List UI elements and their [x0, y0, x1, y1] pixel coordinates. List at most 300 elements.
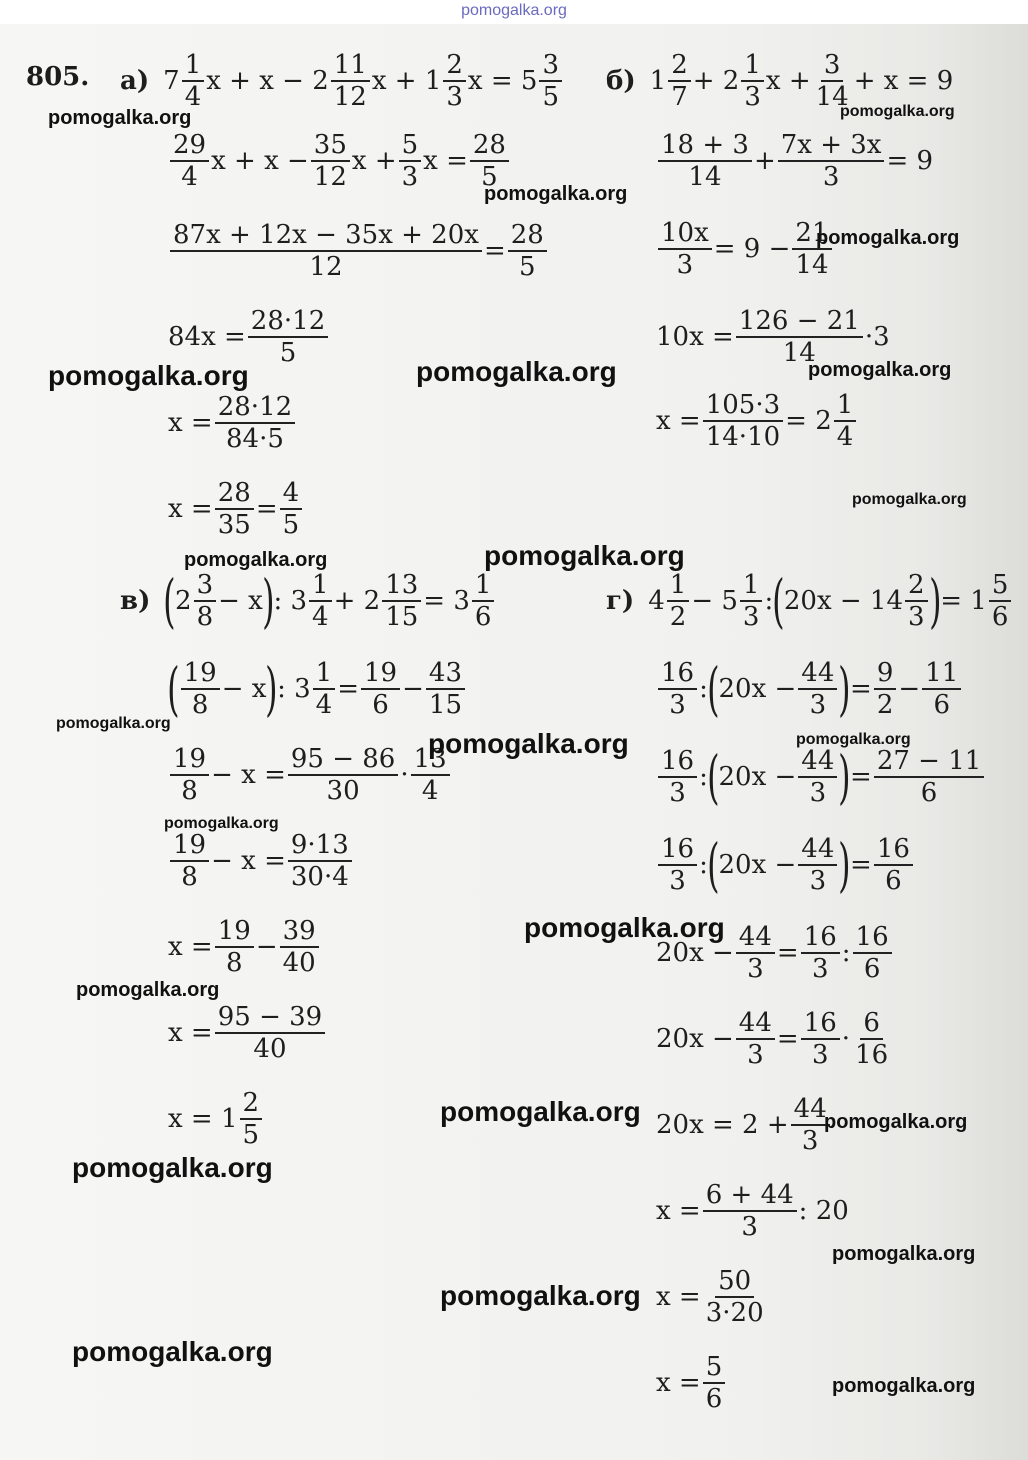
term: 20x − [656, 938, 734, 968]
whole: 4 [648, 586, 665, 616]
watermark: pomogalka.org [484, 540, 685, 571]
fraction [280, 480, 303, 538]
fraction [852, 1010, 891, 1068]
numerator: 16 [874, 836, 913, 866]
left-paren: ( [706, 830, 720, 899]
numerator: 10x [658, 220, 712, 250]
denominator: 3 [747, 1040, 764, 1070]
part-g-line-10 [656, 1354, 727, 1412]
numerator: 9 [874, 660, 897, 690]
part-g-line-9 [656, 1268, 769, 1326]
denominator: 5 [481, 162, 498, 192]
numerator: 19 [181, 660, 220, 690]
denominator: 3 [809, 866, 827, 896]
watermark: pomogalka.org [184, 549, 328, 571]
denominator: 3 [811, 954, 829, 984]
right-paren: ) [928, 566, 942, 635]
denominator: 6 [885, 866, 902, 896]
term: · [841, 1024, 851, 1054]
fraction [240, 1090, 263, 1148]
term: x = [656, 1282, 701, 1312]
term: = [850, 674, 872, 704]
numerator: 6 + 44 [703, 1182, 797, 1212]
numerator: 44 [736, 1010, 775, 1040]
denominator: 8 [181, 776, 198, 806]
numerator: 1 [740, 572, 763, 602]
part-v-line-1 [120, 566, 496, 635]
denominator: 4 [181, 162, 198, 192]
part-b-line-4 [656, 308, 890, 366]
denominator: 3 [741, 1212, 758, 1242]
numerator: 39 [280, 918, 319, 948]
term: : [841, 938, 851, 968]
fraction [874, 660, 897, 718]
part-v-label: в) [120, 586, 151, 616]
fraction [922, 660, 961, 718]
fraction [426, 660, 465, 718]
fraction [905, 572, 928, 630]
part-g-line-1 [606, 566, 1013, 635]
numerator: 28 [508, 222, 547, 252]
part-v-line-2 [167, 654, 467, 723]
right-paren: ) [838, 654, 851, 723]
denominator: 8 [191, 690, 209, 720]
denominator: 8 [225, 948, 243, 978]
denominator: 3 [742, 602, 760, 632]
numerator: 5 [703, 1354, 726, 1384]
fraction [539, 52, 562, 110]
fraction [778, 132, 885, 190]
fraction [667, 572, 690, 630]
fraction [309, 572, 332, 630]
left-paren: ( [167, 654, 180, 723]
term: : [699, 850, 708, 880]
term: : 3 [273, 586, 308, 616]
denominator: 4 [184, 82, 202, 112]
fraction [853, 924, 892, 982]
fraction [215, 480, 254, 538]
term: x = [656, 1196, 701, 1226]
fraction [472, 572, 495, 630]
denominator: 7 [671, 82, 688, 112]
fraction [703, 1268, 767, 1326]
numerator: 19 [170, 746, 209, 776]
watermark: pomogalka.org [72, 1336, 273, 1367]
fraction [798, 660, 837, 718]
right-paren: ) [838, 830, 851, 899]
part-b-line-1 [606, 52, 953, 110]
part-a-line-6 [168, 480, 304, 538]
denominator: 6 [863, 954, 881, 984]
term: = [776, 938, 799, 968]
denominator: 40 [253, 1034, 287, 1064]
denominator: 3 [669, 778, 686, 808]
left-paren: ( [706, 654, 720, 723]
part-g-line-3 [656, 742, 986, 811]
fraction [874, 748, 984, 806]
watermark: pomogalka.org [164, 815, 279, 832]
left-paren: ( [706, 742, 720, 811]
numerator: 13 [411, 746, 450, 776]
numerator: 105·3 [703, 392, 783, 422]
numerator: 13 [382, 572, 421, 602]
numerator: 1 [834, 392, 857, 422]
fraction [740, 572, 763, 630]
term: 20x − [656, 1024, 734, 1054]
denominator: 3 [669, 690, 686, 720]
whole: 1 [649, 66, 667, 96]
numerator: 1 [472, 572, 495, 602]
watermark: pomogalka.org [808, 359, 952, 381]
fraction [313, 660, 336, 718]
numerator: 18 + 3 [658, 132, 752, 162]
fraction [668, 52, 691, 110]
term: 20x − 14 [783, 586, 904, 616]
fraction [311, 132, 350, 190]
numerator: 27 − 11 [874, 748, 984, 778]
term: x + [351, 146, 397, 176]
term: : [699, 674, 708, 704]
watermark: pomogalka.org [832, 1243, 976, 1265]
term: = [850, 762, 872, 792]
term: − x = [211, 760, 286, 790]
denominator: 5 [282, 510, 300, 540]
fraction [834, 392, 857, 450]
term: − [255, 932, 278, 962]
denominator: 12 [309, 252, 343, 282]
numerator: 44 [798, 660, 837, 690]
part-v-line-4 [168, 832, 354, 890]
fraction [813, 52, 852, 110]
term: 84x = [168, 322, 246, 352]
problem-number: 805. [26, 62, 90, 92]
term: x = 1 [168, 1104, 238, 1134]
term: x = [168, 408, 213, 438]
numerator: 44 [791, 1096, 830, 1126]
fraction [736, 1010, 775, 1068]
denominator: 4 [836, 422, 854, 452]
numerator: 11 [922, 660, 961, 690]
numerator: 126 − 21 [736, 308, 863, 338]
numerator: 43 [426, 660, 465, 690]
term: 10x = [656, 322, 734, 352]
watermark: pomogalka.org [416, 356, 617, 387]
whole: 2 [175, 586, 192, 616]
part-g-line-8 [656, 1182, 849, 1240]
term: 20x = 2 + [656, 1110, 789, 1140]
term: x = [168, 494, 213, 524]
denominator: 12 [333, 82, 367, 112]
term: x = [423, 146, 468, 176]
numerator: 16 [853, 924, 892, 954]
numerator: 16 [801, 924, 840, 954]
numerator: 16 [658, 836, 697, 866]
term: + x = 9 [853, 66, 954, 96]
denominator: 2 [876, 690, 894, 720]
watermark: pomogalka.org [48, 360, 249, 391]
left-paren: ( [163, 566, 176, 635]
numerator: 1 [309, 572, 332, 602]
term: 20x − [718, 762, 797, 792]
fraction [215, 918, 254, 976]
part-v-line-6 [168, 1004, 327, 1062]
term: : [699, 762, 708, 792]
part-a-line-3 [168, 222, 549, 280]
watermark: pomogalka.org [48, 107, 192, 129]
term: 20x − [718, 674, 797, 704]
denominator: 4 [315, 690, 333, 720]
numerator: 3 [194, 572, 217, 602]
fraction [215, 394, 295, 452]
denominator: 30·4 [290, 862, 349, 892]
fraction [248, 308, 328, 366]
denominator: 8 [196, 602, 214, 632]
watermark: pomogalka.org [852, 491, 967, 508]
term: x + 1 [371, 66, 442, 96]
term: − x = [211, 846, 286, 876]
watermark: pomogalka.org [816, 227, 960, 249]
numerator: 44 [798, 748, 837, 778]
denominator: 40 [282, 948, 316, 978]
right-paren: ) [838, 742, 851, 811]
term: = [483, 236, 506, 266]
denominator: 12 [313, 162, 347, 192]
numerator: 3 [821, 52, 844, 82]
fraction [798, 836, 837, 894]
fraction [194, 572, 217, 630]
fraction [361, 660, 400, 718]
fraction [741, 52, 764, 110]
denominator: 35 [217, 510, 251, 540]
denominator: 4 [421, 776, 439, 806]
part-b-label: б) [606, 66, 636, 96]
numerator: 3 [539, 52, 562, 82]
term: = [337, 674, 360, 704]
fraction [170, 832, 209, 890]
numerator: 2 [905, 572, 928, 602]
denominator: 3 [811, 1040, 829, 1070]
numerator: 29 [170, 132, 209, 162]
fraction [215, 1004, 325, 1062]
fraction [182, 52, 205, 110]
term: ·3 [864, 322, 890, 352]
numerator: 2 [240, 1090, 263, 1120]
part-v-line-3 [168, 746, 452, 804]
watermark: pomogalka.org [56, 715, 171, 732]
fraction [798, 748, 837, 806]
part-a-line-2 [168, 132, 511, 190]
numerator: 4 [280, 480, 303, 510]
part-a-line-1 [120, 52, 564, 110]
numerator: 16 [658, 660, 697, 690]
fraction [288, 832, 352, 890]
numerator: 35 [311, 132, 350, 162]
term: : 3 [277, 674, 311, 704]
term: + 2 [333, 586, 381, 616]
denominator: 14 [688, 162, 722, 192]
denominator: 6 [474, 602, 492, 632]
denominator: 3·20 [705, 1298, 764, 1328]
numerator: 1 [741, 52, 764, 82]
term: x + x − [211, 146, 309, 176]
fraction [703, 392, 783, 450]
term: x = 5 [467, 66, 538, 96]
whole: 7 [163, 66, 180, 96]
numerator: 50 [715, 1268, 754, 1298]
fraction [989, 572, 1012, 630]
part-g-label: г) [606, 586, 635, 616]
watermark: pomogalka.org [840, 103, 955, 120]
denominator: 14 [815, 82, 849, 112]
denominator: 3 [801, 1126, 819, 1156]
numerator: 2 [443, 52, 466, 82]
denominator: 3 [809, 778, 827, 808]
fraction [170, 222, 482, 280]
part-b-line-5 [656, 392, 858, 450]
term: x = [656, 1368, 701, 1398]
fraction [399, 132, 422, 190]
fraction [736, 924, 775, 982]
denominator: 2 [669, 602, 687, 632]
numerator: 1 [182, 52, 205, 82]
term: 20x − [718, 850, 797, 880]
fraction [658, 836, 697, 894]
numerator: 16 [658, 748, 697, 778]
term: = 3 [423, 586, 470, 616]
site-header-link[interactable]: pomogalka.org [461, 2, 567, 19]
part-a-label: а) [120, 66, 150, 96]
numerator: 5 [399, 132, 422, 162]
denominator: 5 [279, 338, 297, 368]
watermark: pomogalka.org [832, 1375, 976, 1397]
watermark: pomogalka.org [72, 1152, 273, 1183]
fraction [703, 1354, 726, 1412]
term: : 20 [798, 1196, 849, 1226]
fraction [874, 836, 913, 894]
denominator: 8 [181, 862, 198, 892]
numerator: 19 [361, 660, 400, 690]
part-b-line-3 [656, 220, 834, 278]
numerator: 1 [313, 660, 336, 690]
numerator: 95 − 39 [215, 1004, 325, 1034]
denominator: 30 [326, 776, 360, 806]
watermark: pomogalka.org [428, 728, 629, 759]
denominator: 84·5 [225, 424, 284, 454]
denominator: 6 [920, 778, 938, 808]
denominator: 5 [242, 1120, 260, 1150]
numerator: 16 [801, 1010, 840, 1040]
term: · [400, 760, 409, 790]
numerator: 1 [667, 572, 690, 602]
denominator: 3 [908, 602, 925, 632]
part-v-line-5 [168, 918, 321, 976]
denominator: 6 [933, 690, 950, 720]
watermark: pomogalka.org [76, 979, 220, 1001]
term: x + [765, 66, 811, 96]
numerator: 7x + 3x [778, 132, 885, 162]
left-paren: ( [772, 566, 785, 635]
watermark: pomogalka.org [824, 1111, 968, 1133]
watermark: pomogalka.org [524, 912, 725, 943]
fraction [382, 572, 421, 630]
denominator: 3 [809, 690, 827, 720]
fraction [736, 308, 863, 366]
term: = [776, 1024, 799, 1054]
fraction [443, 52, 466, 110]
fraction [508, 222, 547, 280]
term: x = [168, 932, 213, 962]
watermark: pomogalka.org [484, 183, 628, 205]
denominator: 16 [855, 1040, 889, 1070]
part-g-line-4 [656, 830, 915, 899]
denominator: 3 [446, 82, 463, 112]
fraction [288, 746, 398, 804]
fraction [280, 918, 319, 976]
term: − x [221, 674, 267, 704]
denominator: 6 [705, 1384, 723, 1414]
denominator: 3 [669, 866, 686, 896]
denominator: 15 [385, 602, 419, 632]
numerator: 87x + 12x − 35x + 20x [170, 222, 482, 252]
numerator: 44 [798, 836, 837, 866]
denominator: 5 [542, 82, 559, 112]
part-v-line-7 [168, 1090, 264, 1148]
denominator: 3 [747, 954, 764, 984]
numerator: 28·12 [215, 394, 295, 424]
watermark: pomogalka.org [440, 1280, 641, 1311]
numerator: 2 [668, 52, 691, 82]
fraction [658, 660, 697, 718]
term: − [402, 674, 424, 704]
numerator: 28 [215, 480, 254, 510]
numerator: 19 [215, 918, 254, 948]
fraction [801, 1010, 840, 1068]
part-a-line-4 [168, 308, 330, 366]
fraction [331, 52, 370, 110]
term: = [850, 850, 872, 880]
part-b-line-2 [656, 132, 933, 190]
fraction [703, 1182, 797, 1240]
term: = 9 [886, 146, 934, 176]
term: − [898, 674, 921, 704]
numerator: 28·12 [248, 308, 328, 338]
numerator: 21 [792, 220, 831, 250]
term: = 2 [785, 406, 832, 436]
term: = [255, 494, 278, 524]
denominator: 6 [991, 602, 1009, 632]
watermark: pomogalka.org [796, 731, 911, 748]
numerator: 19 [170, 832, 209, 862]
denominator: 5 [519, 252, 536, 282]
denominator: 6 [372, 690, 389, 720]
fraction [170, 132, 209, 190]
denominator: 14 [782, 338, 816, 368]
denominator: 3 [822, 162, 840, 192]
fraction [181, 660, 220, 718]
right-paren: ) [261, 566, 275, 635]
part-g-line-2 [656, 654, 963, 723]
numerator: 95 − 86 [288, 746, 398, 776]
numerator: 11 [331, 52, 370, 82]
denominator: 3 [744, 82, 761, 112]
term: = 1 [940, 586, 987, 616]
fraction [658, 132, 752, 190]
term: = 9 − [713, 234, 791, 264]
term: x = [168, 1018, 213, 1048]
part-g-line-6 [656, 1010, 893, 1068]
fraction [801, 924, 840, 982]
term: x = [656, 406, 701, 436]
